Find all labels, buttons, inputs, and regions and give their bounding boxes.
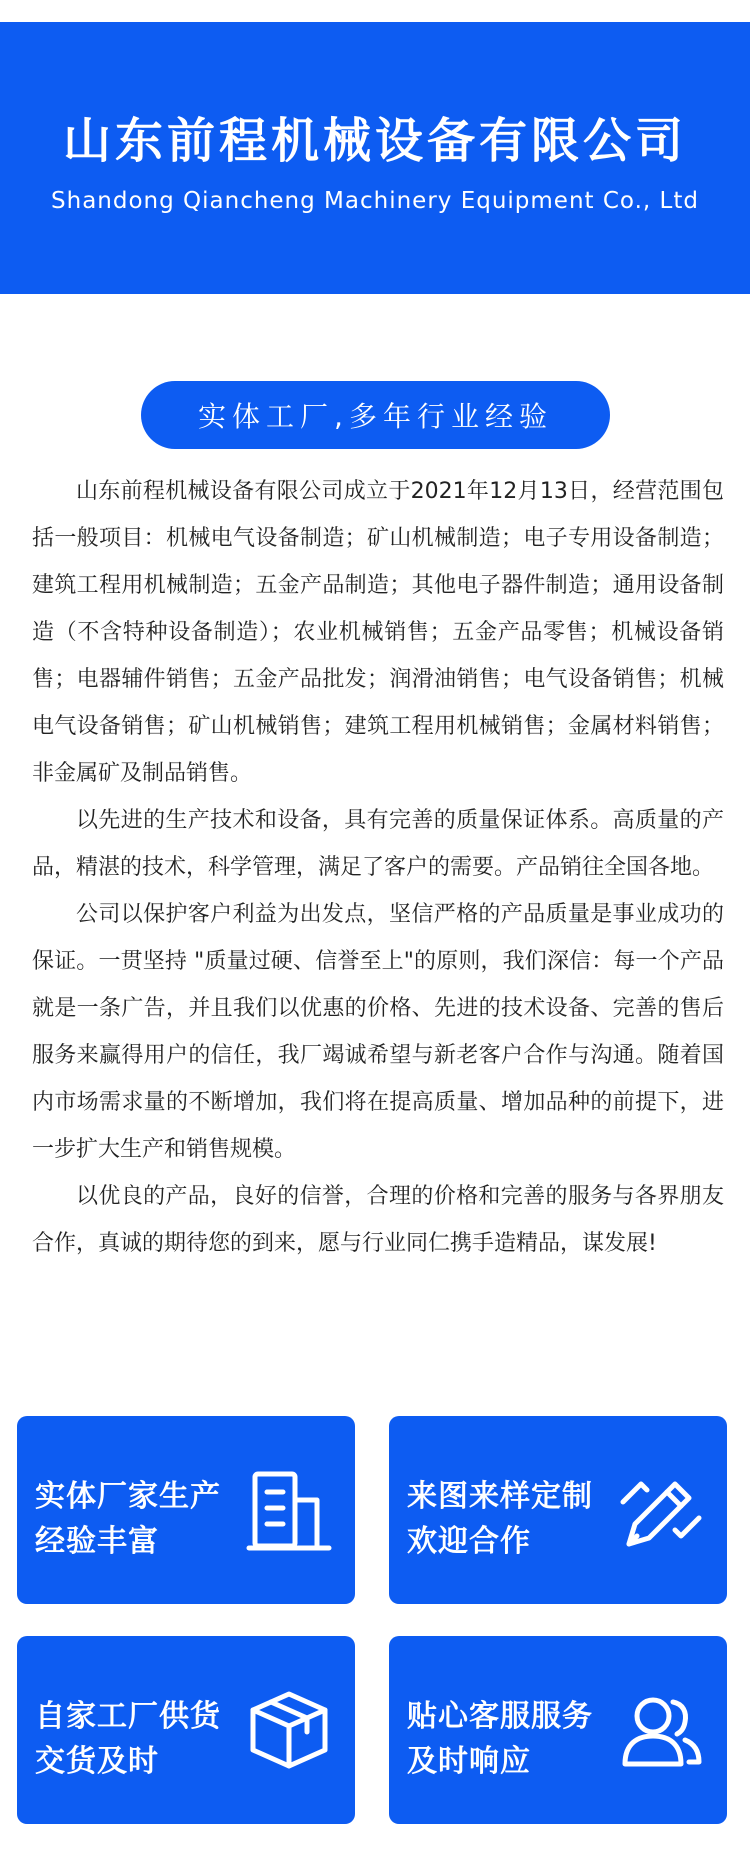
- feature-card-line2: 交货及时: [35, 1744, 159, 1779]
- feature-card-line1: 贴心客服服务: [407, 1699, 593, 1734]
- paragraph: 山东前程机械设备有限公司成立于2021年12月13日，经营范围包括一般项目：机械电气设备制造；矿山机械制造；电子专用设备制造；建筑工程用机械制造；五金产品制造；其他电子器件制造；通用设备制造（不含特种设备制造）；农业机械销售；五金产品零售；机械设备销售；电器辅件销售；五金产品批发；润滑油销售；电气设备销售；机械电气设备销售；矿山机械销售；建筑工程用机械销售；金属材料销售；非金属矿及制品销售。: [32, 479, 724, 786]
- feature-card-line2: 欢迎合作: [407, 1524, 531, 1559]
- pencil-icon: [617, 1466, 705, 1554]
- feature-card-label: [35, 1694, 221, 1784]
- feature-card-label: [407, 1474, 593, 1564]
- feature-card-line2: 及时响应: [407, 1744, 531, 1779]
- feature-card-line1: 自家工厂供货: [35, 1699, 221, 1734]
- header-banner: [0, 22, 750, 294]
- section-heading-pill: 实体工厂,多年行业经验: [141, 381, 610, 449]
- feature-card-custom: [389, 1416, 727, 1604]
- company-title: 山东前程机械设备有限公司: [62, 113, 687, 169]
- box-icon: [245, 1686, 333, 1774]
- feature-card-factory: [17, 1416, 355, 1604]
- building-icon: [245, 1466, 333, 1554]
- feature-card-supply: [17, 1636, 355, 1824]
- users-icon: [617, 1686, 705, 1774]
- paragraph: 公司以保护客户利益为出发点，坚信严格的产品质量是事业成功的保证。一贯坚持 "质量过硬、信誉至上"的原则，我们深信：每一个产品就是一条广告，并且我们以优惠的价格、先进的技术设备、完善的售后服务来赢得用户的信任，我厂竭诚希望与新老客户合作与沟通。随着国内市场需求量的不断增加，我们将在提高质量、增加品种的前提下，进一步扩大生产和销售规模。: [32, 902, 724, 1162]
- paragraph: 以先进的生产技术和设备，具有完善的质量保证体系。高质量的产品，精湛的技术，科学管理，满足了客户的需要。产品销往全国各地。: [32, 808, 724, 880]
- feature-card-line1: 实体厂家生产: [35, 1479, 221, 1514]
- feature-card-line1: 来图来样定制: [407, 1479, 593, 1514]
- feature-card-label: [407, 1694, 593, 1784]
- feature-card-service: [389, 1636, 727, 1824]
- company-description: [32, 468, 724, 1267]
- paragraph: 以优良的产品，良好的信誉，合理的价格和完善的服务与各界朋友合作，真诚的期待您的到来，愿与行业同仁携手造精品，谋发展!: [32, 1184, 724, 1256]
- company-subtitle: Shandong Qiancheng Machinery Equipment Co., Ltd: [51, 188, 699, 214]
- feature-card-line2: 经验丰富: [35, 1524, 159, 1559]
- feature-card-label: [35, 1474, 221, 1564]
